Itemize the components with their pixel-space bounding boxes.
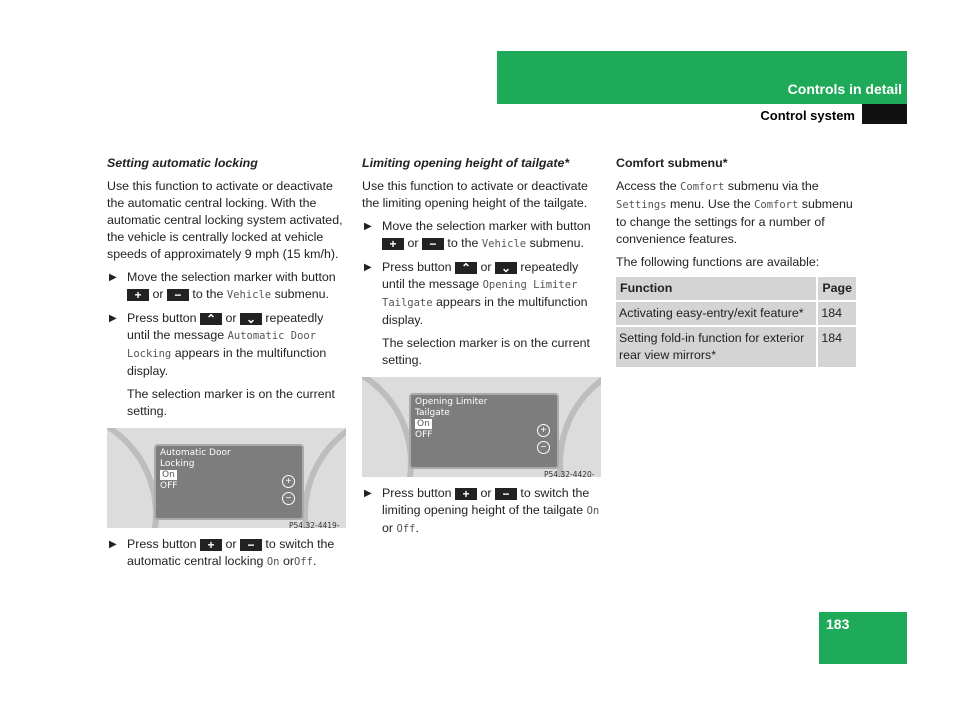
plus-button-icon <box>200 539 222 551</box>
page-number: 183 <box>826 616 850 632</box>
display-image-tailgate: Opening Limiter Tailgate On OFF + − P54.32-4420- <box>362 377 601 477</box>
functions-table <box>616 277 856 369</box>
image-code: P54.32-4419- <box>289 521 340 528</box>
heading-tailgate: Limiting opening height of tailgate* <box>362 156 570 170</box>
up-button-icon <box>200 313 222 325</box>
plus-button-icon <box>127 289 149 301</box>
plus-circle-icon: + <box>537 424 550 437</box>
section-title: Controls in detail <box>787 81 902 97</box>
table-header-page: Page <box>817 277 856 301</box>
bullet-arrow-icon: ▶ <box>109 272 117 283</box>
table-header-row <box>616 277 856 301</box>
heading-automatic-locking: Setting automatic locking <box>107 156 258 170</box>
comfort-access-text: Access the Comfort submenu via the Settings menu. Use the Comfort submenu to change the settings for a number of convenience features. <box>616 179 853 246</box>
bullet-arrow-icon: ▶ <box>109 313 117 324</box>
step-switch: ▶ Press button + or − to switch the limiting opening height of the tailgate On or Off. <box>362 485 602 538</box>
column-automatic-locking <box>107 155 347 577</box>
step-press-button: ▶ Press button ⌃ or ⌄ repeatedly until the message Automatic Door Locking appears in the multifunction display. <box>107 310 347 380</box>
table-row <box>616 301 856 326</box>
minus-button-icon <box>495 488 517 500</box>
plus-button-icon <box>382 238 404 250</box>
step-move-marker: ▶ Move the selection marker with button + or − to the Vehicle submenu. <box>362 218 602 253</box>
minus-circle-icon: − <box>282 492 295 505</box>
table-row <box>616 326 856 368</box>
table-cell-function: Activating easy-entry/exit feature* <box>616 301 817 326</box>
minus-button-icon <box>240 539 262 551</box>
table-cell-page: 184 <box>817 326 856 368</box>
note-selection-marker: The selection marker is on the current setting. <box>382 336 590 367</box>
table-header-function: Function <box>616 277 817 301</box>
functions-available-text: The following functions are available: <box>616 255 820 269</box>
bullet-arrow-icon: ▶ <box>364 262 372 273</box>
bullet-arrow-icon: ▶ <box>109 539 117 550</box>
plus-circle-icon: + <box>282 475 295 488</box>
minus-button-icon <box>167 289 189 301</box>
bullet-arrow-icon: ▶ <box>364 488 372 499</box>
step-move-marker: ▶ Move the selection marker with button + or − to the Vehicle submenu. <box>107 269 347 304</box>
down-button-icon <box>495 262 517 274</box>
minus-button-icon <box>422 238 444 250</box>
step-switch: ▶ Press button + or − to switch the automatic central locking On orOff. <box>107 536 347 571</box>
column-comfort <box>616 155 858 369</box>
minus-circle-icon: − <box>537 441 550 454</box>
table-cell-function: Setting fold-in function for exterior rear view mirrors* <box>616 326 817 368</box>
up-button-icon <box>455 262 477 274</box>
down-button-icon <box>240 313 262 325</box>
header-marker <box>862 104 907 124</box>
intro-text: Use this function to activate or deactivate the limiting opening height of the tailgate. <box>362 179 588 210</box>
bullet-arrow-icon: ▶ <box>364 221 372 232</box>
table-cell-page: 184 <box>817 301 856 326</box>
image-code: P54.32-4420- <box>544 470 595 477</box>
step-press-button: ▶ Press button ⌃ or ⌄ repeatedly until the message Opening Limiter Tailgate appears in the multifunction display. <box>362 259 602 329</box>
intro-text: Use this function to activate or deactivate the automatic central locking. With the automatic central locking system activated, the vehicle is centrally locked at vehicle speeds of approximately 9 mph (15 km/h). <box>107 179 343 261</box>
plus-button-icon <box>455 488 477 500</box>
section-subtitle: Control system <box>760 108 855 123</box>
display-image-automatic-locking: Automatic Door Locking On OFF + − P54.32-4419- <box>107 428 346 528</box>
column-tailgate <box>362 155 602 544</box>
note-selection-marker: The selection marker is on the current setting. <box>127 387 335 418</box>
heading-comfort: Comfort submenu* <box>616 156 728 170</box>
